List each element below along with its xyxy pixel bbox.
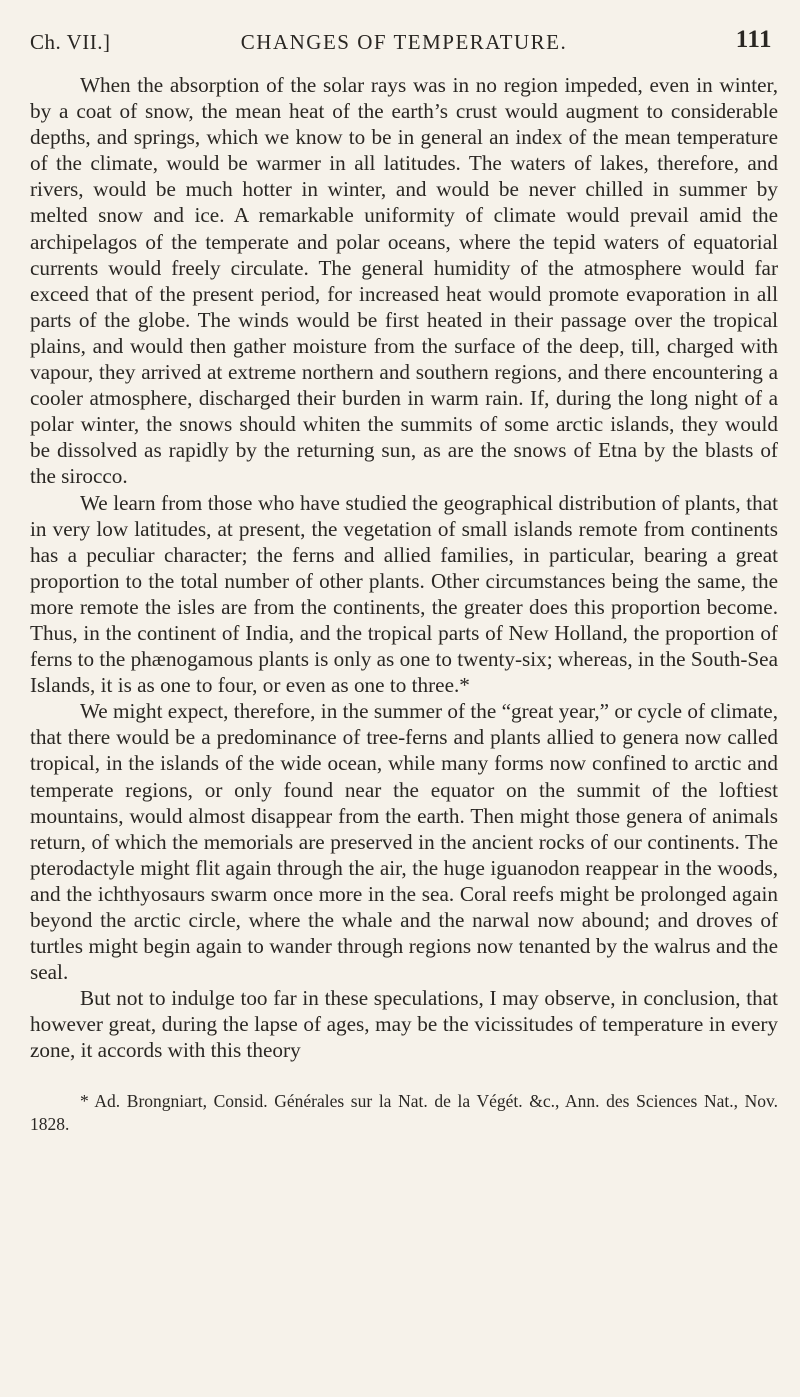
body-text — [30, 72, 778, 1064]
running-title: CHANGES OF TEMPERATURE. — [240, 30, 568, 54]
paragraph-plant-distribution: We learn from those who have studied the geographical distribution of plants, that in very low latitudes, at present, the vegetation of small islands remote from continents has a peculiar character; the ferns and allied families, in particular, bearing a great proportion to the total number of other plants. Other circumstances being the same, the more remote the isles are from the continents, the greater does this proportion become. Thus, in the continent of India, and the tropical parts of New Holland, the proportion of ferns to the phænogamous plants is only as one to twenty-six; whereas, in the South-Sea Islands, it is as one to four, or even as one to three.* — [30, 490, 778, 698]
footnote — [30, 1090, 778, 1136]
paragraph-conclusion: But not to indulge too far in these speculations, I may observe, in conclusion, that however great, during the lapse of ages, may be the vicissitudes of temperature in every zone, it accords with this theory — [30, 986, 778, 1063]
book-page — [30, 26, 778, 1136]
footnote-text: * Ad. Brongniart, Consid. Générales sur la Nat. de la Végét. &c., Ann. des Sciences Nat., Nov. 1828. — [30, 1090, 778, 1134]
paragraph-solar-absorption: When the absorption of the solar rays was in no region impeded, even in winter, by a coat of snow, the mean heat of the earth’s crust would augment to considerable depths, and springs, which we know to be in general an index of the mean temperature of the climate, would be warmer in all latitudes. The waters of lakes, therefore, and rivers, would be much hotter in winter, and would be never chilled in summer by melted snow and ice. A remarkable uniformity of climate would prevail amid the archipelagos of the temperate and polar oceans, where the tepid waters of equatorial currents would freely circulate. The general humidity of the atmosphere would far exceed that of the present period, for increased heat would promote evaporation in all parts of the globe. The winds would be first heated in their passage over the tropical plains, and would then gather moisture from the surface of the deep, till, charged with vapour, they arrived at extreme northern and southern regions, and there encountering a cooler atmosphere, discharged their burden in warm rain. If, during the long night of a polar winter, the snows should whiten the summits of some arctic islands, they would be dissolved as rapidly by the returning sun, as are the snows of Etna by the blasts of the sirocco. — [30, 73, 778, 489]
chapter-label: Ch. VII.] — [30, 30, 111, 54]
running-header — [30, 26, 778, 56]
page-number: 111 — [735, 26, 772, 53]
paragraph-great-year: We might expect, therefore, in the summer of the “great year,” or cycle of climate, that there would be a predominance of tree-ferns and plants allied to genera now called tropical, in the islands of the wide ocean, while many forms now confined to arctic and temperate regions, or only found near the equator on the summit of the loftiest mountains, would almost disappear from the earth. Then might those genera of animals return, of which the memorials are preserved in the ancient rocks of our continents. The pterodactyle might flit again through the air, the huge iguanodon reappear in the woods, and the ichthyosaurs swarm once more in the sea. Coral reefs might be prolonged again beyond the arctic circle, where the whale and the narwal now abound; and droves of turtles might begin again to wander through regions now tenanted by the walrus and the seal. — [30, 699, 778, 985]
